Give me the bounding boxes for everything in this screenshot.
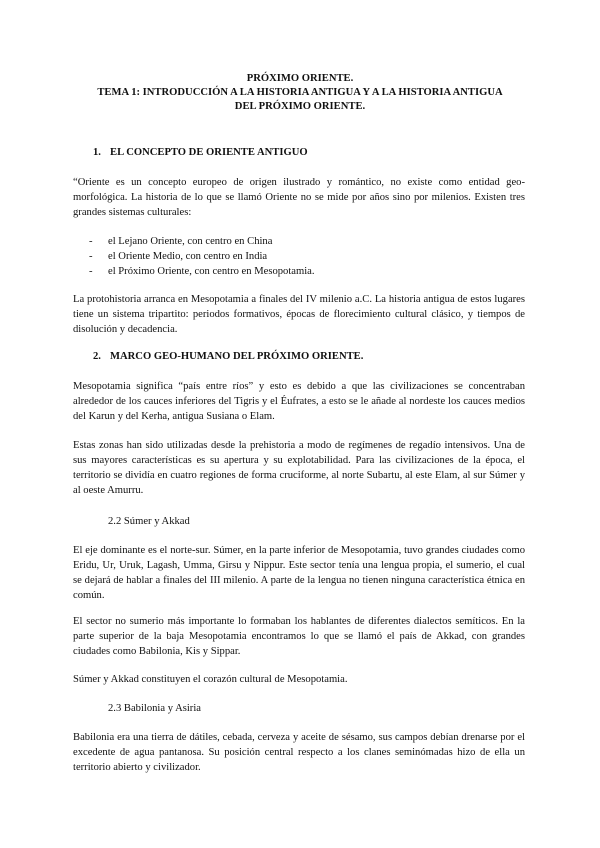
doc-title-line1: PRÓXIMO ORIENTE.: [246, 73, 354, 84]
doc-title-line3: DEL PRÓXIMO ORIENTE.: [234, 101, 366, 112]
subsection-title-sumer-akkad: 2.2 Súmer y Akkad: [108, 516, 190, 527]
section-1-closing: La protohistoria arranca en Mesopotamia a finales del IV milenio a.C. La historia antigua de estos lugares tiene un sistema tripartito: periodos formativos, épocas de florecimiento cultural clásico, y tiempos de disolución y decadencia.: [73, 294, 525, 335]
section-2-heading: [93, 350, 363, 364]
list-item-text: el Oriente Medio, con centro en India: [108, 251, 268, 262]
section-1-number: 1.: [93, 147, 101, 158]
subsection-title-babilonia-asiria: 2.3 Babilonia y Asiria: [108, 703, 201, 714]
section-2-paragraph-3: El eje dominante es el norte-sur. Súmer, en la parte inferior de Mesopotamia, tuvo grandes ciudades como Eridu, Ur, Uruk, Lagash, Umma, Girsu y Nippur. Este sector tenía una lengua propia, el sumerio, el cual se dejará de hablar a finales del III milenio. A parte de la lengua no tienen ninguna característica étnica en común.: [73, 545, 525, 601]
list-item-text: el Próximo Oriente, con centro en Mesopotamia.: [108, 266, 315, 277]
bullet-dash: -: [89, 266, 93, 277]
section-2-number: 2.: [93, 351, 101, 362]
bullet-dash: -: [89, 251, 93, 262]
section-2-paragraph-5: Súmer y Akkad constituyen el corazón cultural de Mesopotamia.: [73, 674, 348, 685]
section-2-paragraph-6: Babilonia era una tierra de dátiles, cebada, cerveza y aceite de sésamo, sus campos debían drenarse por el excedente de agua pantanosa. Su posición central respecto a los clanes seminómadas hizo de ella un territorio abierto y civilizador.: [73, 732, 525, 773]
list-item: [89, 234, 272, 249]
section-2-paragraph-1: Mesopotamia significa “país entre ríos” y esto es debido a que las civilizaciones se concentraban alrededor de los cauces inferiores del Tigris y el Éufrates, a esto se le añade al nordeste los cauces medios del Karun y del Kerha, antigua Susiana o Elam.: [73, 381, 525, 422]
section-2-paragraph-2: Estas zonas han sido utilizadas desde la prehistoria a modo de regímenes de regadío intensivos. Una de sus mayores características es su apertura y su explotabilidad. Para las civilizaciones de la época, el territorio se dividía en cuatro regiones de forma cruciforme, al norte Subartu, al este Elam, al sur Súmer y al oeste Amurru.: [73, 440, 525, 496]
list-item: [89, 264, 315, 279]
section-1-heading: [93, 146, 308, 160]
doc-title-line2: TEMA 1: INTRODUCCIÓN A LA HISTORIA ANTIGUA Y A LA HISTORIA ANTIGUA: [97, 87, 503, 98]
section-2-title: MARCO GEO-HUMANO DEL PRÓXIMO ORIENTE.: [110, 351, 364, 362]
section-1-intro: “Oriente es un concepto europeo de origen ilustrado y romántico, no existe como entidad geo-morfológica. La historia de lo que se llamó Oriente no se mide por años sino por milenios. Existen tres grandes sistemas culturales:: [73, 177, 525, 218]
bullet-dash: -: [89, 236, 93, 247]
section-1-title: EL CONCEPTO DE ORIENTE ANTIGUO: [110, 147, 308, 158]
section-2-paragraph-4: El sector no sumerio más importante lo formaban los hablantes de diferentes dialectos semíticos. En la parte superior de la baja Mesopotamia encontramos lo que se llamó el país de Akkad, con grandes ciudades como Babilonia, Kis y Sippar.: [73, 616, 525, 657]
list-item: [89, 249, 267, 264]
list-item-text: el Lejano Oriente, con centro en China: [108, 236, 273, 247]
